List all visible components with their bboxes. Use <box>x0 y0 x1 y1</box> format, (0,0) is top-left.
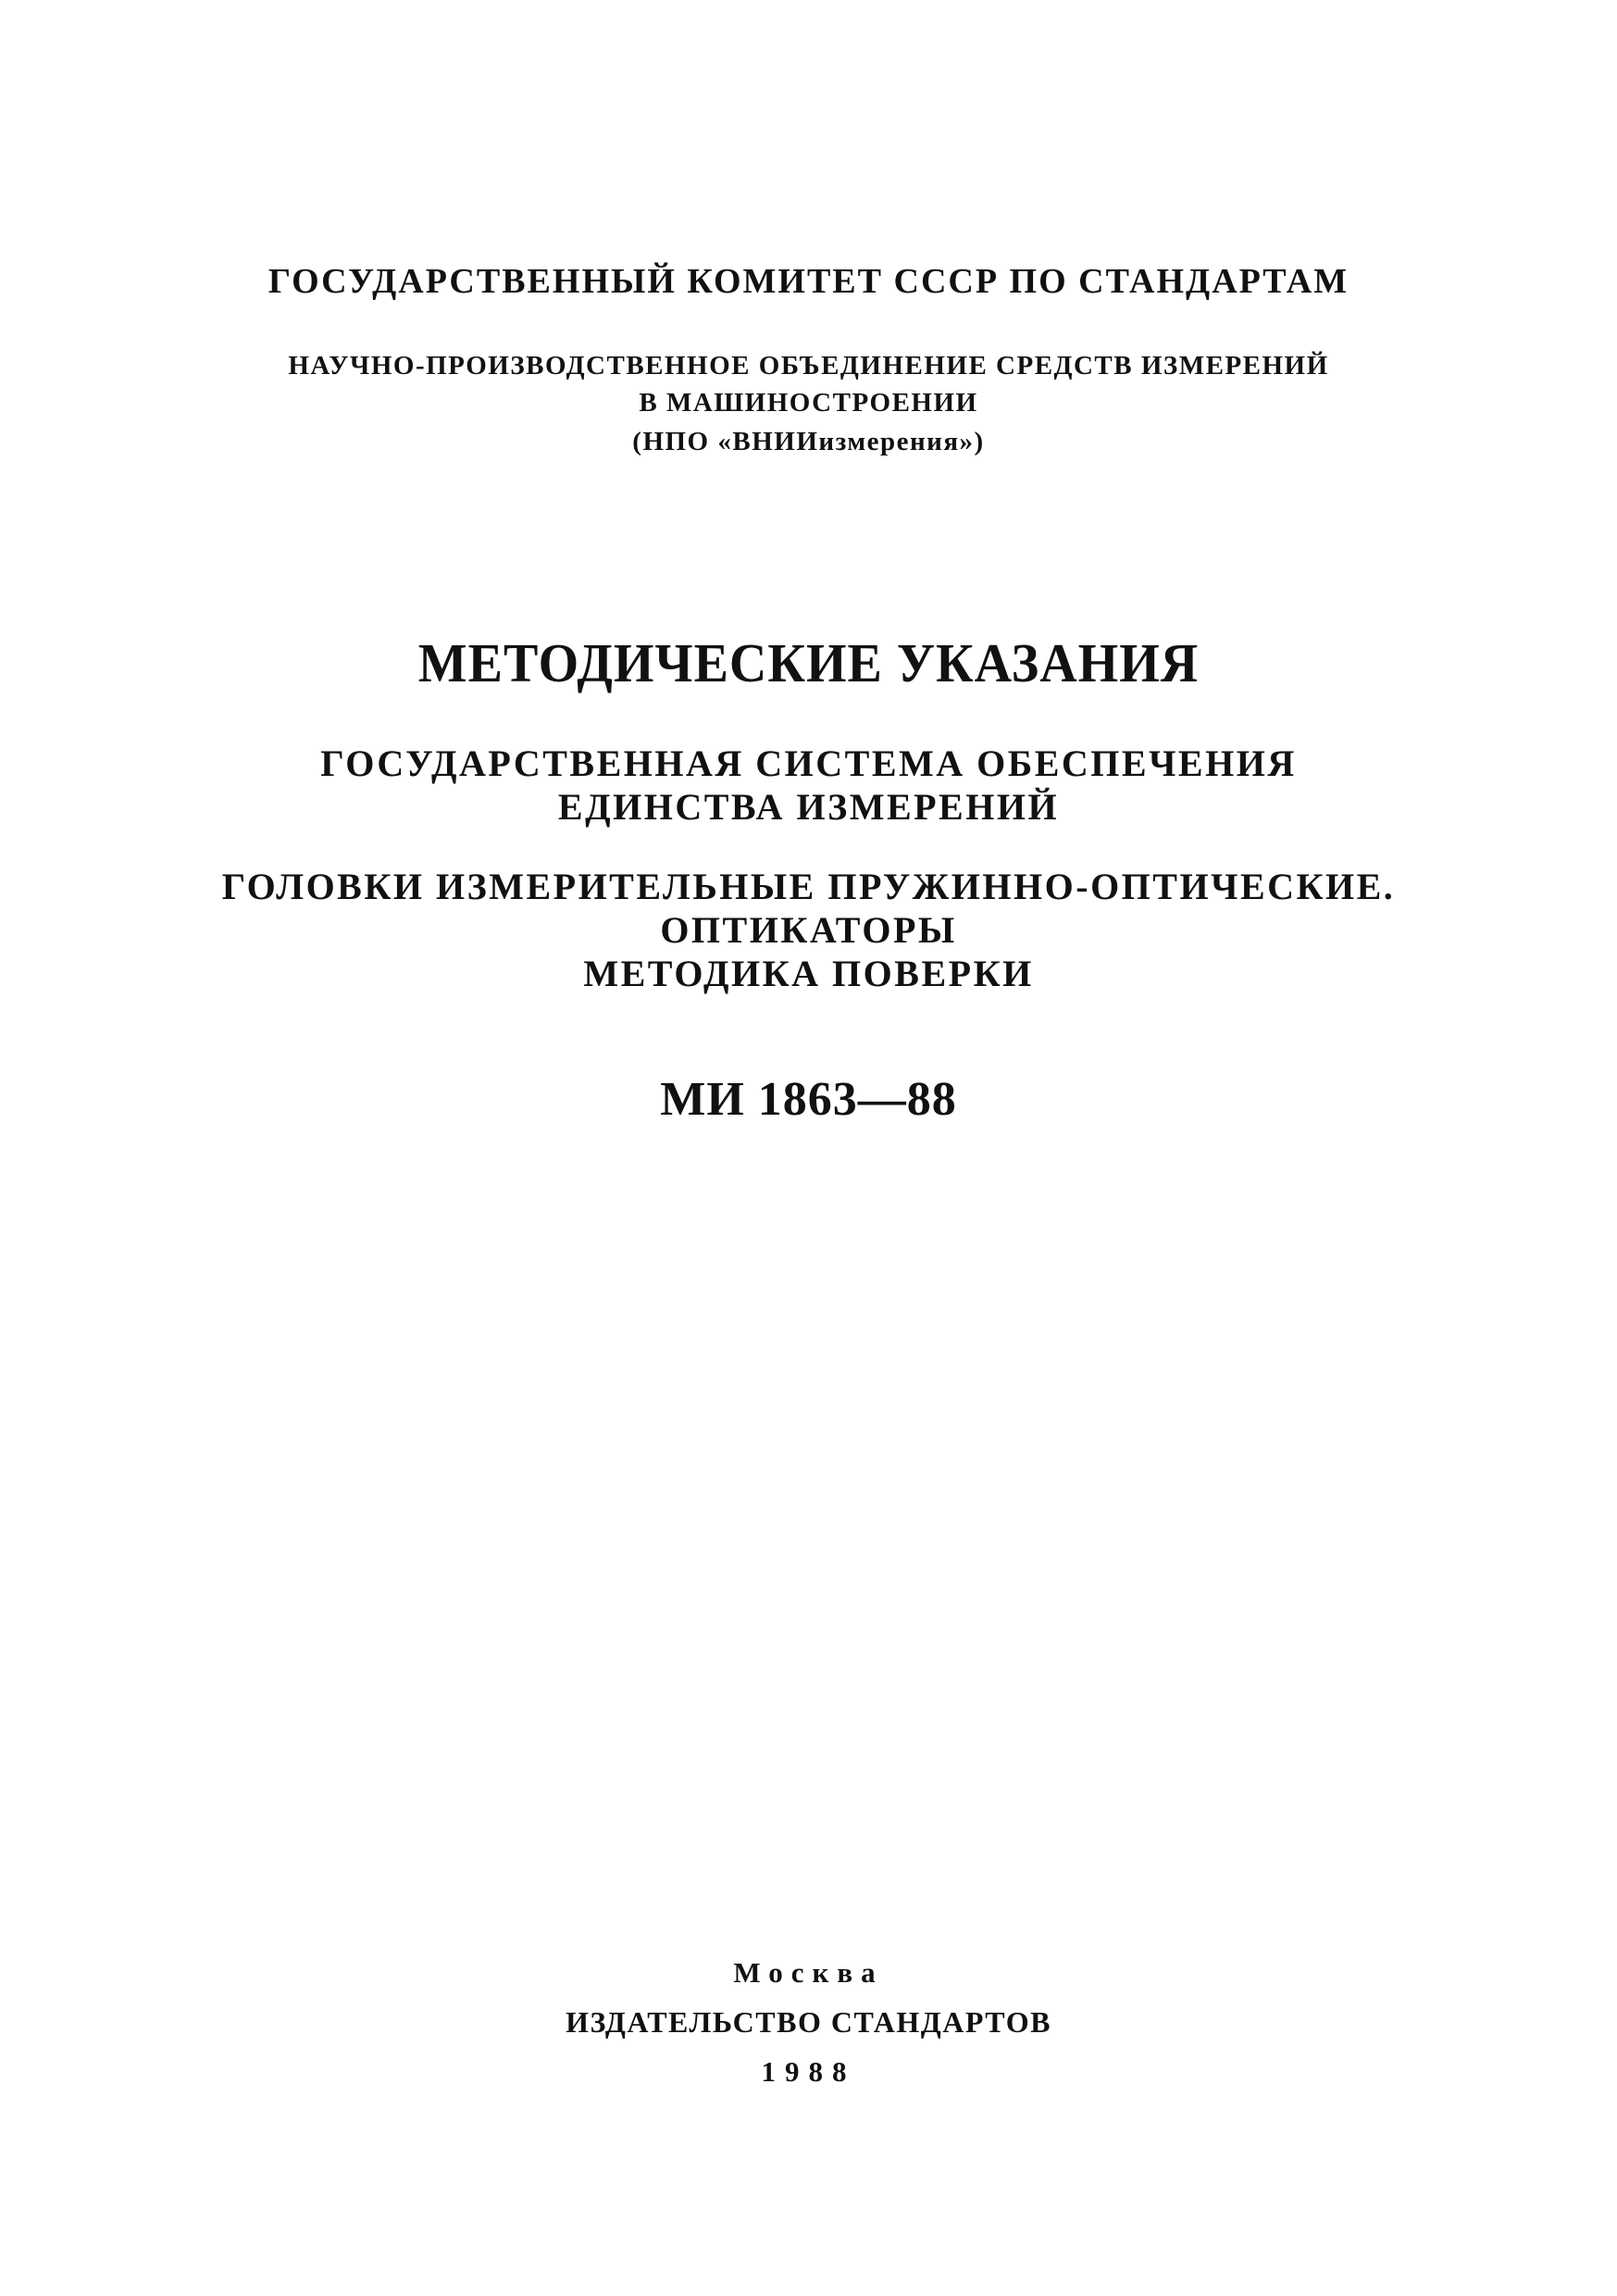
organization-name-line-1: НАУЧНО-ПРОИЗВОДСТВЕННОЕ ОБЪЕДИНЕНИЕ СРЕДСТВ ИЗМЕРЕНИЙ <box>288 351 1329 381</box>
system-title-line-1: ГОСУДАРСТВЕННАЯ СИСТЕМА ОБЕСПЕЧЕНИЯ <box>320 742 1297 784</box>
imprint-year: 1988 <box>761 2055 856 2088</box>
subject-title-line-3: МЕТОДИКА ПОВЕРКИ <box>583 953 1034 994</box>
imprint-city: Москва <box>733 1956 884 1989</box>
subject-title-line-1: ГОЛОВКИ ИЗМЕРИТЕЛЬНЫЕ ПРУЖИННО-ОПТИЧЕСКИЕ. <box>221 866 1396 907</box>
document-number: МИ 1863—88 <box>660 1073 957 1126</box>
subject-title-line-2: ОПТИКАТОРЫ <box>660 909 957 951</box>
organization-name-line-2: В МАШИНОСТРОЕНИИ <box>639 388 978 418</box>
system-title-line-2: ЕДИНСТВА ИЗМЕРЕНИЙ <box>557 786 1060 828</box>
imprint-publisher: ИЗДАТЕЛЬСТВО СТАНДАРТОВ <box>566 2005 1051 2039</box>
committee-name: ГОСУДАРСТВЕННЫЙ КОМИТЕТ СССР ПО СТАНДАРТАМ <box>267 262 1350 301</box>
organization-abbreviation: (НПО «ВНИИизмерения») <box>632 427 985 456</box>
document-type-heading: МЕТОДИЧЕСКИЕ УКАЗАНИЯ <box>417 633 1200 694</box>
